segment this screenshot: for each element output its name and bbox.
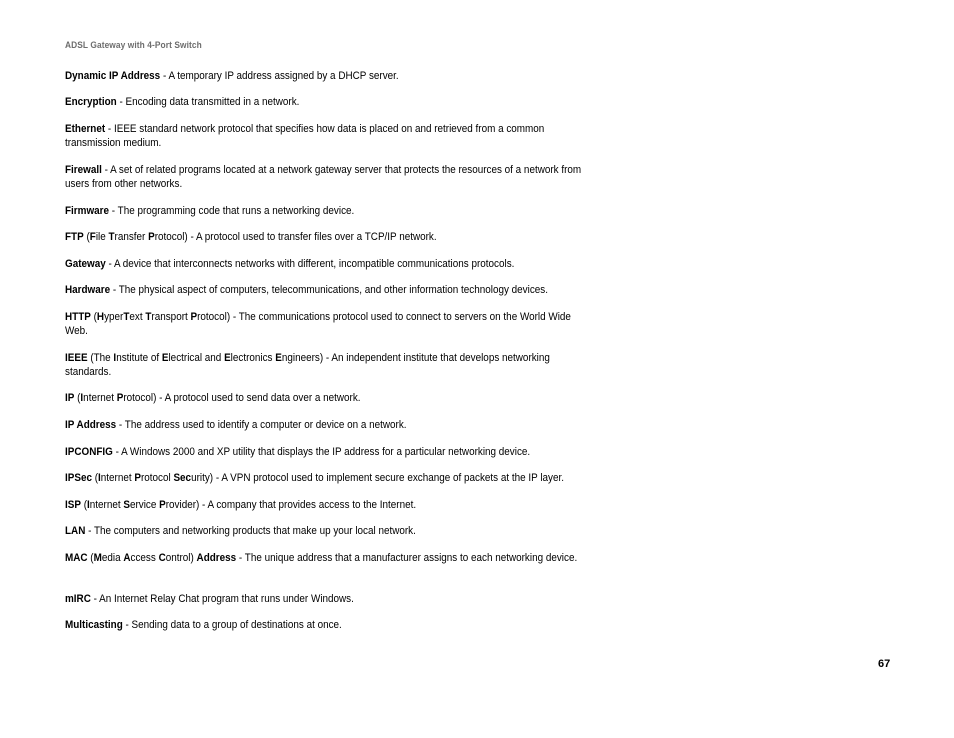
glossary-entry xyxy=(65,204,596,218)
glossary-entry xyxy=(65,445,596,459)
term-text: IP xyxy=(65,392,75,404)
glossary-entry xyxy=(65,351,596,379)
definition-text: ervice xyxy=(129,499,160,511)
term-text: Encryption xyxy=(65,96,117,108)
definition-text: nstitute of xyxy=(116,352,162,364)
term-text: ISP xyxy=(65,499,81,511)
term-text: P xyxy=(159,499,166,511)
term-text: C xyxy=(158,552,166,564)
term-text: I xyxy=(98,472,101,484)
definition-text: - The address used to identify a computer or device on a network. xyxy=(116,419,407,431)
glossary-entry xyxy=(65,524,596,538)
term-text: Address xyxy=(196,552,237,564)
term-text: F xyxy=(89,231,96,243)
definition-text: nternet xyxy=(100,472,135,484)
definition-text: - The programming code that runs a networking device. xyxy=(109,205,355,217)
term-text: P xyxy=(134,472,141,484)
term-text: HTTP xyxy=(65,311,91,323)
term-text: T xyxy=(145,311,152,323)
term-text: E xyxy=(161,352,169,364)
term-text: T xyxy=(123,311,130,323)
term-text: E xyxy=(275,352,282,364)
term-text: Firewall xyxy=(65,164,102,176)
definition-text: ontrol) xyxy=(165,552,197,564)
glossary-entry xyxy=(65,230,596,244)
term-text: I xyxy=(87,499,90,511)
glossary-entry xyxy=(65,257,596,271)
definition-text: (The xyxy=(87,352,114,364)
definition-text: ( xyxy=(80,499,88,511)
definition-text: ccess xyxy=(130,552,159,564)
definition-text: ( xyxy=(90,311,97,323)
glossary-entry xyxy=(65,163,596,191)
term-text: Gateway xyxy=(65,258,106,270)
term-text: H xyxy=(96,311,105,323)
term-text: MAC xyxy=(65,552,88,564)
term-text: FTP xyxy=(65,231,84,243)
definition-text: - The computers and networking products that make up your local network. xyxy=(85,525,416,537)
term-text: Multicasting xyxy=(65,619,123,631)
definition-text: - A temporary IP address assigned by a DHCP server. xyxy=(160,70,399,82)
glossary-entry xyxy=(65,391,596,405)
definition-text: - IEEE standard network protocol that specifies how data is placed on and retrieved from a common transmission medium. xyxy=(65,123,545,149)
definition-text: lectrical and xyxy=(168,352,225,364)
term-text: IPCONFIG xyxy=(65,446,113,458)
term-text: I xyxy=(80,392,84,404)
term-text: A xyxy=(123,552,131,564)
glossary-entry xyxy=(65,551,596,565)
glossary-entry xyxy=(65,122,596,150)
definition-text: ( xyxy=(74,392,81,404)
term-text: S xyxy=(123,499,130,511)
glossary-entry xyxy=(65,69,596,83)
definition-text: ( xyxy=(83,231,90,243)
term-text: Hardware xyxy=(65,284,111,296)
term-text: P xyxy=(190,311,198,323)
definition-text: rotocol xyxy=(140,472,174,484)
definition-text: edia xyxy=(101,552,124,564)
term-text: Dynamic IP Address xyxy=(65,70,161,82)
term-text: P xyxy=(116,392,124,404)
definition-text: ( xyxy=(91,472,99,484)
term-text: Firmware xyxy=(65,205,110,217)
term-text: IEEE xyxy=(65,352,88,364)
term-text: I xyxy=(113,352,117,364)
definition-text: nternet xyxy=(89,499,124,511)
term-text: IP Address xyxy=(65,419,117,431)
term-text: mIRC xyxy=(65,593,91,605)
definition-text: urity) - A VPN protocol used to implement secure exchange of packets at the IP layer. xyxy=(191,472,564,484)
glossary-entry xyxy=(65,498,596,512)
term-text: LAN xyxy=(65,525,86,537)
definition-text: ngineers) - An independent institute that develops networking standards. xyxy=(65,352,550,378)
definition-text: rotocol) - A protocol used to send data over a network. xyxy=(123,392,361,404)
definition-text: - A Windows 2000 and XP utility that displays the IP address for a particular networking device. xyxy=(112,446,531,458)
glossary-entry xyxy=(65,592,596,606)
running-header: ADSL Gateway with 4-Port Switch xyxy=(65,40,202,51)
term-text: Ethernet xyxy=(65,123,106,135)
definition-text: - The unique address that a manufacturer assigns to each networking device. xyxy=(236,552,578,564)
glossary-entry xyxy=(65,618,596,632)
definition-text: ransport xyxy=(151,311,191,323)
term-text: E xyxy=(224,352,231,364)
definition-text: rovider) - A company that provides access to the Internet. xyxy=(165,499,417,511)
definition-text: ext xyxy=(129,311,146,323)
definition-text: ransfer xyxy=(114,231,149,243)
page-number: 67 xyxy=(878,658,891,670)
term-text: T xyxy=(108,231,115,243)
term-text: Sec xyxy=(173,472,192,484)
definition-text: nternet xyxy=(83,392,117,404)
definition-text: lectronics xyxy=(230,352,276,364)
definition-text: rotocol) - The communications protocol used to connect to servers on the World Wide Web. xyxy=(65,311,571,337)
term-text: P xyxy=(148,231,155,243)
definition-text: - An Internet Relay Chat program that runs under Windows. xyxy=(90,593,354,605)
definition-text: - A set of related programs located at a network gateway server that protects the resources of a network from users from other networks. xyxy=(65,164,582,190)
glossary-entry xyxy=(65,418,596,432)
glossary-entry xyxy=(65,471,596,485)
definition-text: yper xyxy=(104,311,124,323)
definition-text: rotocol) - A protocol used to transfer files over a TCP/IP network. xyxy=(154,231,437,243)
definition-text: - The physical aspect of computers, telecommunications, and other information technology devices. xyxy=(110,284,548,296)
glossary-entry xyxy=(65,283,596,297)
definition-text: - Sending data to a group of destinations at once. xyxy=(122,619,342,631)
definition-text: - Encoding data transmitted in a network. xyxy=(116,96,300,108)
glossary-entry xyxy=(65,310,596,338)
definition-text: - A device that interconnects networks with different, incompatible communications protocols. xyxy=(105,258,515,270)
definition-text: ( xyxy=(87,552,94,564)
definition-text: ile xyxy=(95,231,109,243)
term-text: IPSec xyxy=(65,472,92,484)
glossary-entry xyxy=(65,95,596,109)
term-text: M xyxy=(93,552,102,564)
